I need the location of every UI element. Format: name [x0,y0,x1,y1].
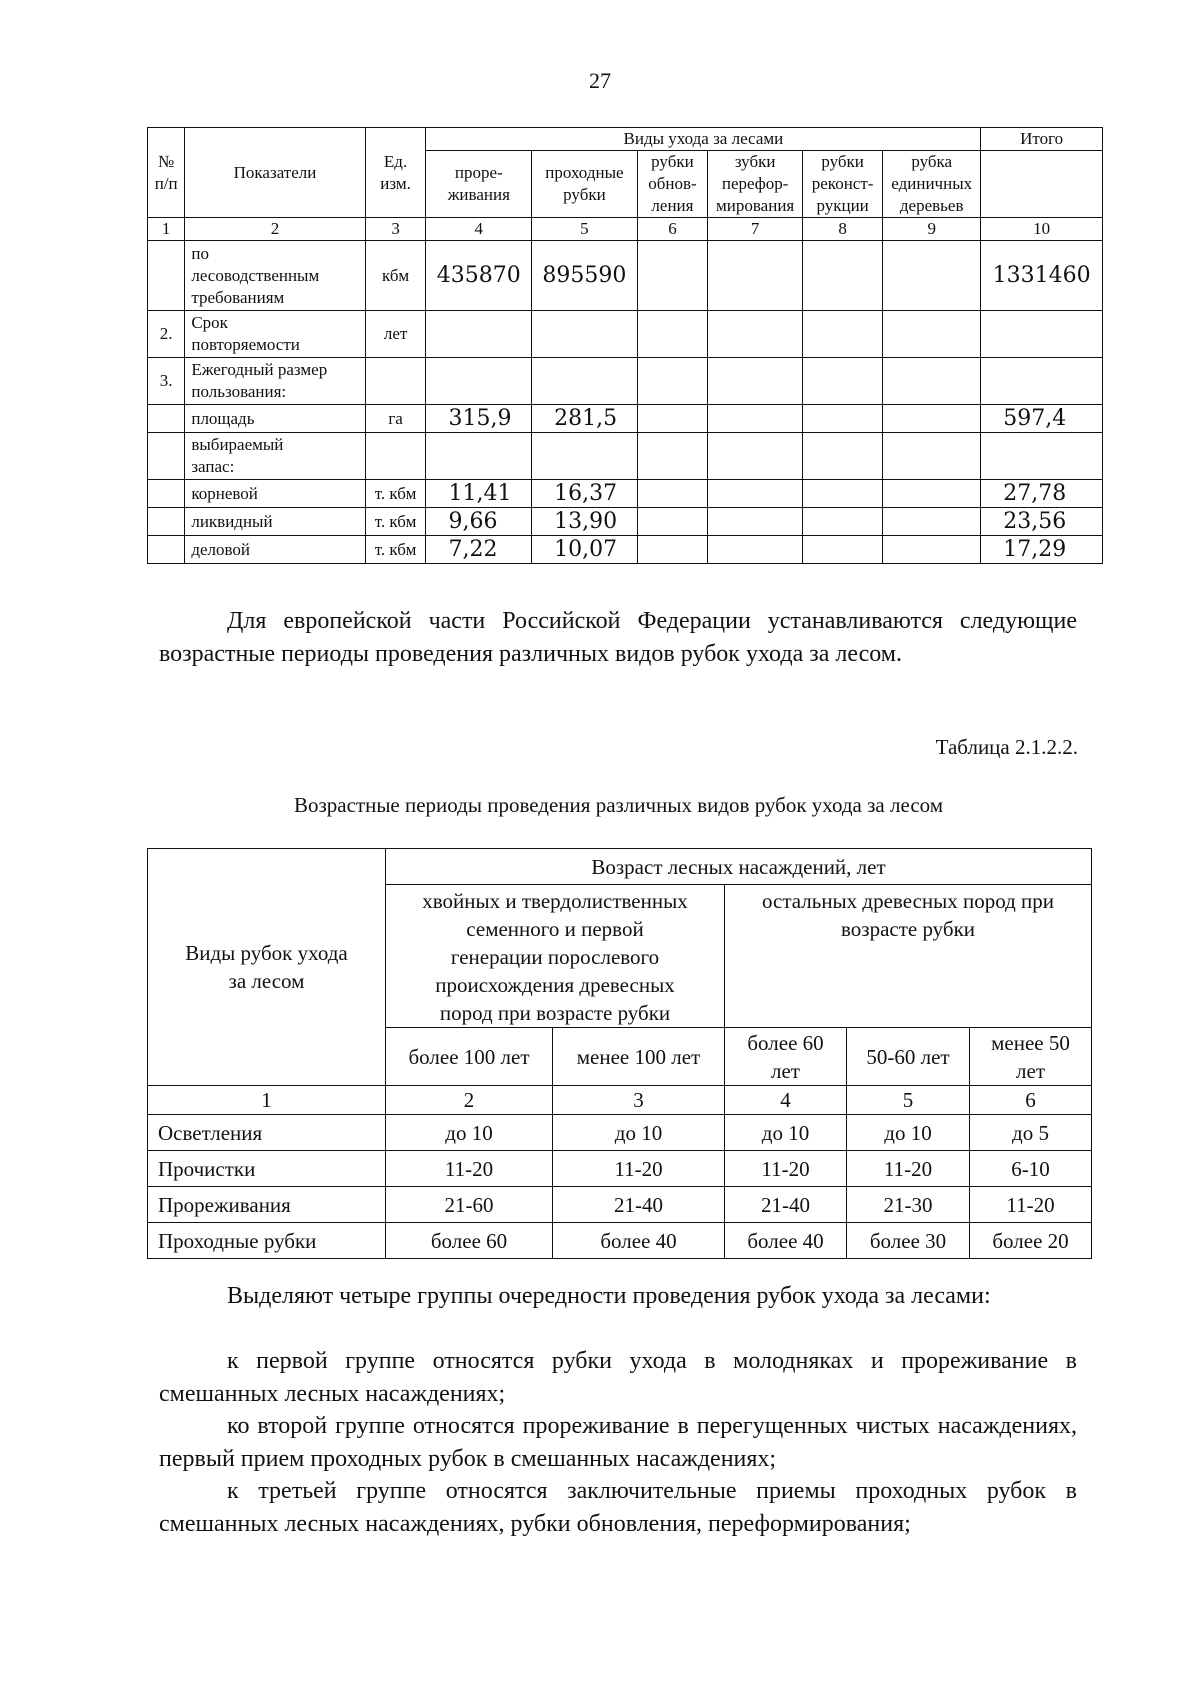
cell-value: 6-10 [970,1151,1092,1187]
header-col-reformation: зубки перефор- мирования [708,151,803,218]
table-row [148,405,1103,433]
header-col-renewal: рубки обнов- ления [637,151,707,218]
col-number: 9 [883,218,981,241]
row-label: корневой [185,480,365,508]
cell-value: более 30 [847,1223,970,1259]
cell-value: до 10 [553,1115,725,1151]
col-number: 7 [708,218,803,241]
row-label: деловой [185,536,365,564]
row-thinning-value: 7,22 [426,536,532,564]
row-passage-value: 895590 [532,241,638,311]
body-paragraph: Выделяют четыре группы очередности проведения рубок ухода за лесами: [227,1283,991,1309]
page-number: 27 [589,68,611,93]
table-caption: Возрастные периоды проведения различных видов рубок ухода за лесом [293,793,944,817]
row-unit: т. кбм [365,480,426,508]
cell-value: до 10 [386,1115,553,1151]
table-row [148,508,1103,536]
col-number: 4 [426,218,532,241]
header-col-thinning: проре- живания [426,151,532,218]
forest-care-volume-table [147,127,1103,564]
cell-value: более 40 [725,1223,847,1259]
row-unit: т. кбм [365,536,426,564]
col-number: 1 [148,218,185,241]
cell-value: более 20 [970,1223,1092,1259]
header-other-species-group: остальных древесных пород при возрасте рубки [725,885,1092,1028]
row-name: Прочистки [148,1151,386,1187]
cell-value: 11-20 [386,1151,553,1187]
row-total-value: 1331460 [981,241,1103,311]
table-reference: Таблица 2.1.2.2. [935,735,1078,759]
row-total-value: 597,4 [981,405,1103,433]
header-col-single-trees: рубка единичных деревьев [883,151,981,218]
row-label: ликвидный [185,508,365,536]
header-conifers-group: хвойных и твердолиственных семенного и первой генерации порослевого происхождения древесных пород при возрасте рубки [386,885,725,1028]
subheader-over-60: более 60 лет [725,1028,847,1086]
row-label: Ежегодный размер пользования: [185,358,365,405]
row-thinning-value: 11,41 [426,480,532,508]
row-unit: лет [365,311,426,358]
col-number: 6 [637,218,707,241]
cell-value: 21-30 [847,1187,970,1223]
header-indicators: Показатели [185,128,365,218]
row-unit: кбм [365,241,426,311]
row-thinning-value: 9,66 [426,508,532,536]
row-thinning-value: 315,9 [426,405,532,433]
table-row [148,1115,1092,1151]
row-num [148,241,185,311]
header-col-reconstruction: рубки реконст- рукции [803,151,883,218]
col-number: 4 [725,1086,847,1115]
cell-value: более 40 [553,1223,725,1259]
cell-value: 21-40 [725,1187,847,1223]
cell-value: до 5 [970,1115,1092,1151]
col-number: 5 [847,1086,970,1115]
table-row [148,1187,1092,1223]
header-unit: Ед. изм. [365,128,426,218]
header-age: Возраст лесных насаждений, лет [386,849,1092,885]
col-number: 8 [803,218,883,241]
cell-value: более 60 [386,1223,553,1259]
row-unit: га [365,405,426,433]
header-total: Итого [981,128,1103,151]
col-number: 6 [970,1086,1092,1115]
table-row [148,1151,1092,1187]
subheader-50-60: 50-60 лет [847,1028,970,1086]
col-number: 3 [365,218,426,241]
header-care-types: Виды рубок ухода за лесом [148,849,386,1086]
row-total-value: 17,29 [981,536,1103,564]
row-label: по лесоводственным требованиям [185,241,365,311]
cell-value: 21-60 [386,1187,553,1223]
row-unit: т. кбм [365,508,426,536]
cell-value: 11-20 [847,1151,970,1187]
row-num: 2. [148,311,185,358]
body-paragraph: к первой группе относятся рубки ухода в молодняках и прореживание в смешанных лесных насаждениях; [159,1348,1077,1407]
cell-value: 21-40 [553,1187,725,1223]
row-total-value: 27,78 [981,480,1103,508]
table-row [148,480,1103,508]
row-passage-value: 281,5 [532,405,638,433]
row-label: площадь [185,405,365,433]
row-label: Срок повторяемости [185,311,365,358]
cell-value: 11-20 [970,1187,1092,1223]
header-col-passage: проходные рубки [532,151,638,218]
table-row [148,311,1103,358]
table-row [148,241,1103,311]
subheader-under-100: менее 100 лет [553,1028,725,1086]
body-paragraph: Для европейской части Российской Федерации устанавливаются следующие возрастные периоды проведения различных видов рубок ухода за лесом. [159,608,1077,667]
header-num: № п/п [148,128,185,218]
subheader-under-50: менее 50 лет [970,1028,1092,1086]
cell-value: 11-20 [553,1151,725,1187]
row-passage-value: 10,07 [532,536,638,564]
col-number: 3 [553,1086,725,1115]
row-total-value: 23,56 [981,508,1103,536]
row-num: 3. [148,358,185,405]
row-name: Прореживания [148,1187,386,1223]
row-name: Проходные рубки [148,1223,386,1259]
table-row [148,433,1103,480]
header-total-empty [981,151,1103,218]
table-row [148,358,1103,405]
subheader-over-100: более 100 лет [386,1028,553,1086]
cell-value: до 10 [847,1115,970,1151]
col-number: 5 [532,218,638,241]
header-care-types: Виды ухода за лесами [426,128,981,151]
age-periods-table [147,848,1092,1259]
row-thinning-value: 435870 [426,241,532,311]
col-number: 1 [148,1086,386,1115]
row-name: Осветления [148,1115,386,1151]
body-paragraph: ко второй группе относятся прореживание в перегущенных чистых насаждениях, первый прием проходных рубок в смешанных насаждениях; [159,1413,1077,1472]
col-number: 2 [386,1086,553,1115]
body-paragraph: к третьей группе относятся заключительные приемы проходных рубок в смешанных лесных насаждениях, рубки обновления, переформирования; [159,1478,1077,1537]
table-row [148,536,1103,564]
col-number: 10 [981,218,1103,241]
row-passage-value: 13,90 [532,508,638,536]
row-label: выбираемый запас: [185,433,365,480]
cell-value: 11-20 [725,1151,847,1187]
col-number: 2 [185,218,365,241]
table-row [148,1223,1092,1259]
cell-value: до 10 [725,1115,847,1151]
row-passage-value: 16,37 [532,480,638,508]
